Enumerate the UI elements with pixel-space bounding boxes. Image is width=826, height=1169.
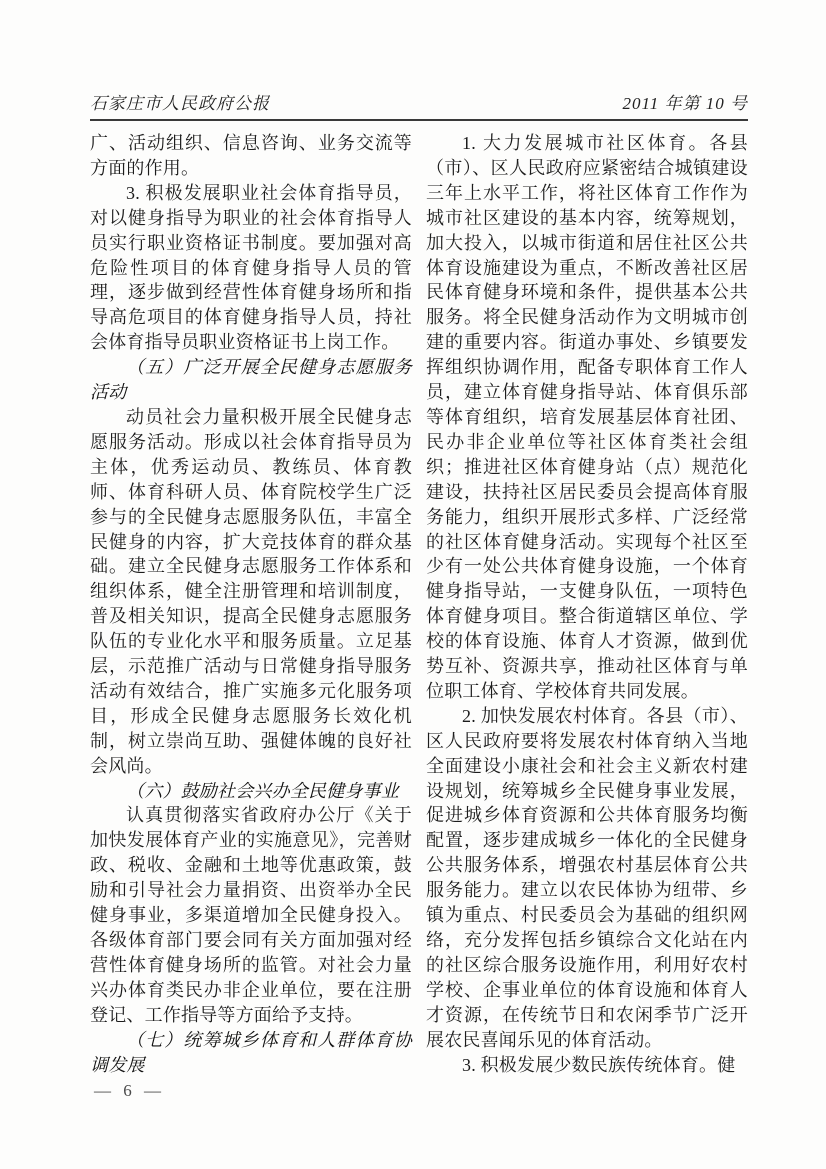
section-heading: （五）广泛开展全民健身志愿服务活动 — [90, 357, 412, 403]
page-footer — [90, 1081, 748, 1101]
page-header — [90, 93, 748, 115]
paragraph: 广、活动组织、信息咨询、业务交流等方面的作用。 — [90, 133, 412, 178]
paragraph: 认真贯彻落实省政府办公厅《关于加快发展体育产业的实施意见》，完善财政、税收、金融和土地等优惠政策，鼓励和引导社会力量捐资、出资举办全民健身事业，多渠道增加全民健身投入。各级体育部门要会同有关方面加强对经营性体育健身场所的监管。对社会力量兴办体育类民办非企业单位，要在注册登记、工作指导等方面给予支持。 — [90, 805, 412, 1025]
two-column-body — [90, 131, 748, 1077]
issue-number: 2011 年第 10 号 — [622, 94, 748, 113]
right-column — [426, 131, 748, 1077]
paragraph: 3. 积极发展少数民族传统体育。健 — [462, 1054, 736, 1075]
left-column — [90, 131, 412, 1077]
section-heading: （六）鼓励社会兴办全民健身事业 — [126, 780, 399, 801]
section-heading: （七）统筹城乡体育和人群体育协调发展 — [90, 1029, 412, 1075]
header-rule — [90, 119, 748, 121]
paragraph: 动员社会力量积极开展全民健身志愿服务活动。形成以社会体育指导员为主体，优秀运动员、教练员、体育教师、体育科研人员、体育院校学生广泛参与的全民健身志愿服务队伍，丰富全民健身的内容，扩大竞技体育的群众基础。建立全民健身志愿服务工作体系和组织体系，健全注册管理和培训制度，普及相关知识，提高全民健身志愿服务队伍的专业化水平和服务质量。立足基层，示范推广活动与日常健身指导服务活动有效结合，推广实施多元化服务项目，形成全民健身志愿服务长效化机制，树立崇尚互助、强健体魄的良好社会风尚。 — [90, 406, 412, 776]
paragraph: 2. 加快发展农村体育。各县（市）、区人民政府要将发展农村体育纳入当地全面建设小康社会和社会主义新农村建设规划，统筹城乡全民健身事业发展，促进城乡体育资源和公共体育服务均衡配置，逐步建成城乡一体化的全民健身公共服务体系，增强农村基层体育公共服务能力。建立以农民体协为纽带、乡镇为重点、村民委员会为基础的组织网络，充分发挥包括乡镇综合文化站在内的社区综合服务设施作用，利用好农村学校、企事业单位的体育设施和体育人才资源，在传统节日和农闲季节广泛开展农民喜闻乐见的体育活动。 — [426, 705, 748, 1050]
paragraph: 1. 大力发展城市社区体育。各县（市）、区人民政府应紧密结合城镇建设三年上水平工作，将社区体育工作作为城市社区建设的基本内容，统筹规划，加大投入，以城市街道和居住社区公共体育设施建设为重点，不断改善社区居民体育健身环境和条件，提供基本公共服务。将全民健身活动作为文明城市创建的重要内容。街道办事处、乡镇要发挥组织协调作用，配备专职体育工作人员，建立体育健身指导站、体育俱乐部等体育组织，培育发展基层体育社团、民办非企业单位等社区体育类社会组织；推进社区体育健身站（点）规范化建设，扶持社区居民委员会提高体育服务能力，组织开展形式多样、广泛经常的社区体育健身活动。实现每个社区至少有一处公共体育健身设施，一个体育健身指导站，一支健身队伍，一项特色体育健身项目。整合街道辖区单位、学校的体育设施、体育人才资源，做到优势互补、资源共享，推动社区体育与单位职工体育、学校体育共同发展。 — [426, 133, 748, 701]
page-number: — 6 — — [94, 1081, 165, 1101]
publication-title: 石家庄市人民政府公报 — [90, 94, 270, 113]
paragraph: 3. 积极发展职业社会体育指导员，对以健身指导为职业的社会体育指导人员实行职业资格证书制度。要加强对高危险性项目的体育健身指导人员的管理，逐步做到经营性体育健身场所和指导高危项目的体育健身指导人员，持社会体育指导员职业资格证书上岗工作。 — [90, 182, 412, 353]
